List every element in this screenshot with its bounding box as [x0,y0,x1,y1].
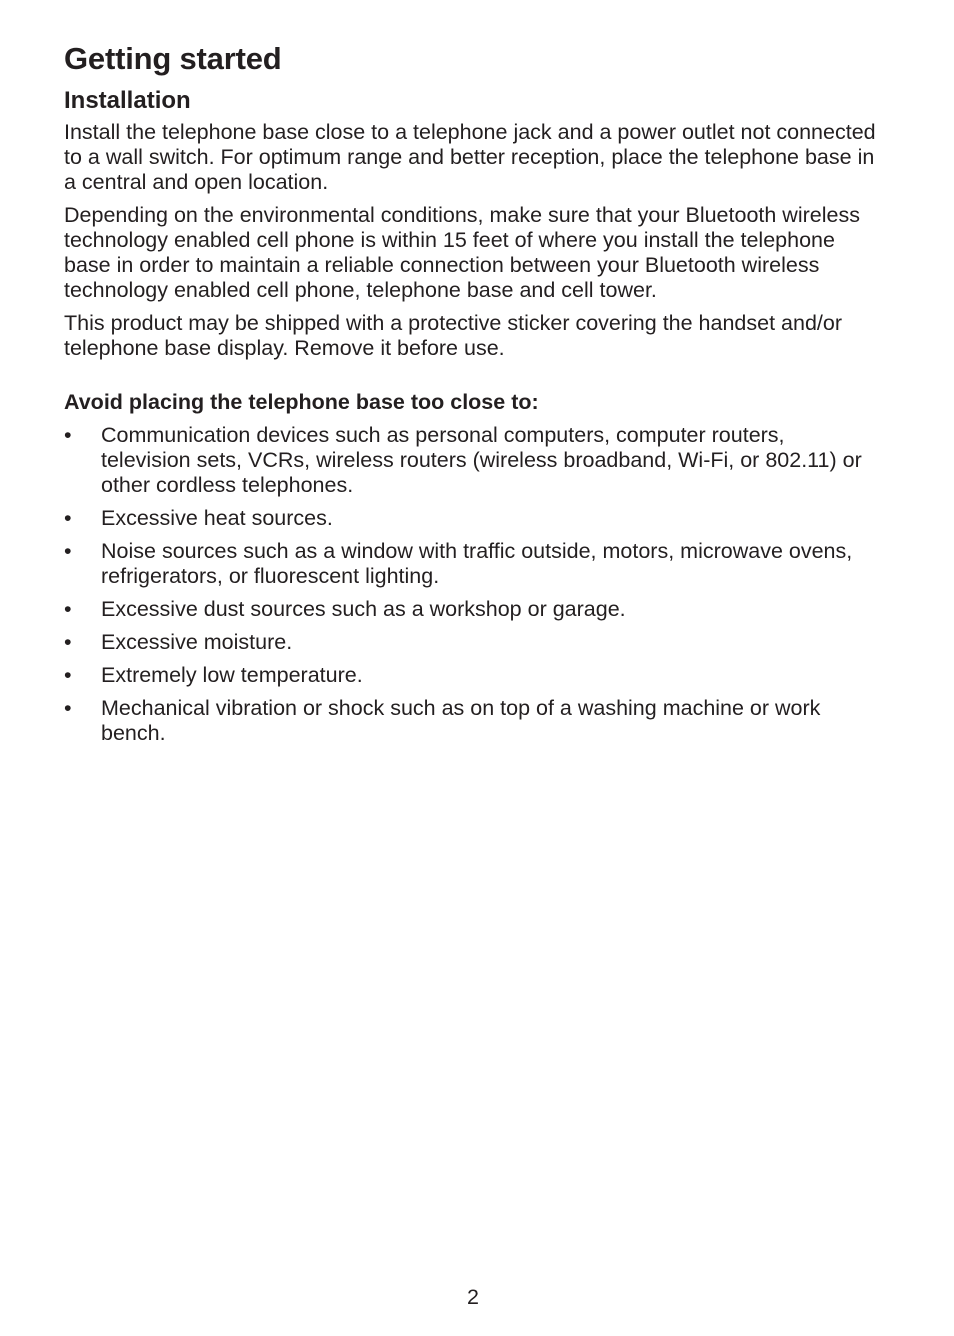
avoid-item-text: Excessive dust sources such as a workshop or garage. [101,597,626,621]
bullet-icon: • [64,663,72,687]
avoid-list-item [64,597,876,622]
bullet-icon: • [64,539,72,563]
page-content [64,40,876,754]
avoid-list-item [64,423,876,498]
page-title: Getting started [64,41,282,76]
installation-paragraph-1: Install the telephone base close to a telephone jack and a power outlet not connected to a wall switch. For optimum range and better reception, place the telephone base in a central and open location. [64,120,876,194]
avoid-item-text: Excessive moisture. [101,630,293,654]
bullet-icon: • [64,630,72,654]
section-title-installation: Installation [64,87,191,114]
avoid-list-item [64,663,876,688]
avoid-heading: Avoid placing the telephone base too close to: [64,390,539,414]
installation-paragraph-3: This product may be shipped with a protective sticker covering the handset and/or telephone base display. Remove it before use. [64,311,842,360]
avoid-list-item [64,506,876,531]
avoid-list [64,423,876,746]
avoid-list-item [64,539,876,589]
avoid-item-text: Noise sources such as a window with traffic outside, motors, microwave ovens, refrigerators, or fluorescent lighting. [101,539,853,588]
page-number: 2 [467,1285,479,1309]
bullet-icon: • [64,423,72,447]
avoid-list-item [64,696,876,746]
installation-paragraph-2: Depending on the environmental conditions, make sure that your Bluetooth wireless technology enabled cell phone is within 15 feet of where you install the telephone base in order to maintain a reliable connection between your Bluetooth wireless technology enabled cell phone, telephone base and cell tower. [64,203,860,302]
avoid-item-text: Excessive heat sources. [101,506,333,530]
avoid-item-text: Mechanical vibration or shock such as on top of a washing machine or work bench. [101,696,821,745]
avoid-item-text: Extremely low temperature. [101,663,363,687]
bullet-icon: • [64,506,72,530]
bullet-icon: • [64,696,72,720]
avoid-item-text: Communication devices such as personal computers, computer routers, television sets, VCRs, wireless routers (wireless broadband, Wi-Fi, or 802.11) or other cordless telephones. [101,423,862,497]
bullet-icon: • [64,597,72,621]
avoid-list-item [64,630,876,655]
